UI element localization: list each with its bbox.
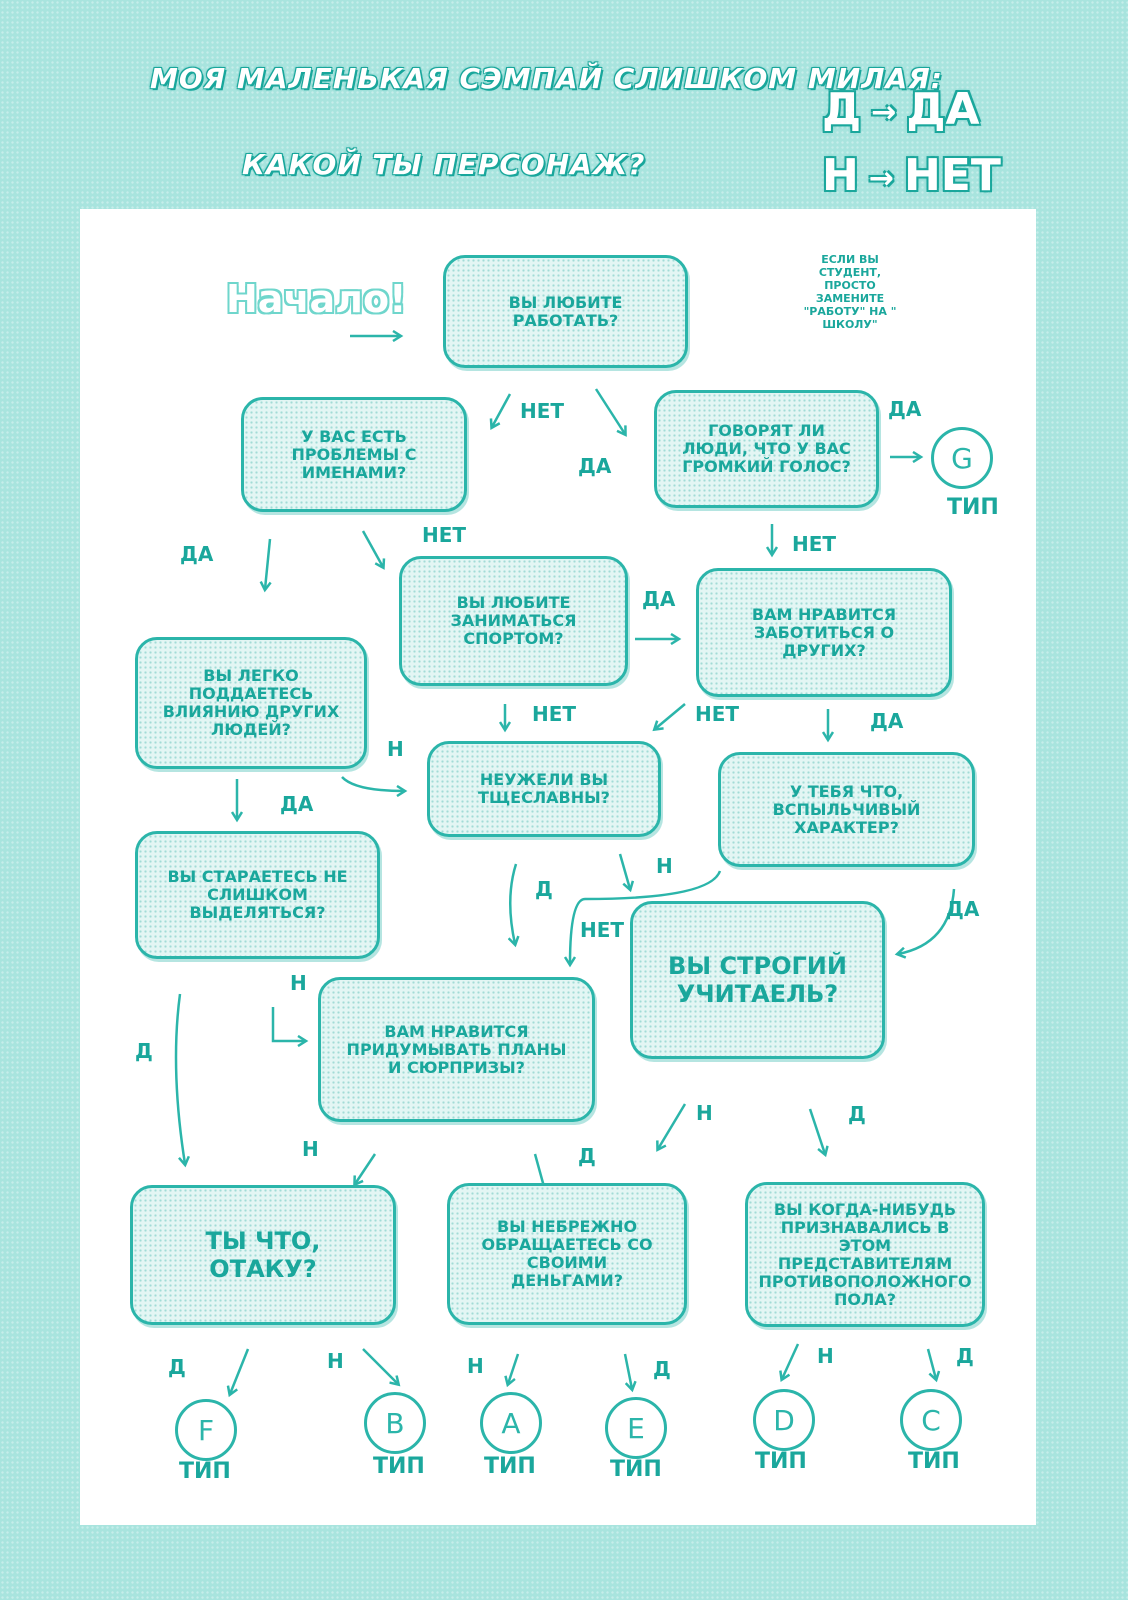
edge-label-vain-yes: Д (535, 877, 553, 901)
result-g: G (931, 427, 993, 489)
arrow-names-no (363, 531, 383, 567)
arrow-teacher-yes (810, 1109, 825, 1154)
arrow-otaku-yes (230, 1349, 248, 1394)
edge-label-teacher-no: Н (696, 1101, 713, 1125)
edge-label-otaku-no: Н (327, 1349, 344, 1373)
edge-label-loud-no: НЕТ (792, 532, 837, 556)
arrow-confess-yes (928, 1349, 936, 1379)
edge-label-sport-yes: ДА (642, 587, 676, 611)
question-work: ВЫ ЛЮБИТЕ РАБОТАТЬ? (443, 255, 688, 368)
result-c-type: ТИП (908, 1449, 960, 1474)
legend-no-key: Н (822, 150, 859, 201)
question-names: У ВАС ЕСТЬ ПРОБЛЕМЫ С ИМЕНАМИ? (241, 397, 467, 512)
result-e-type: ТИП (610, 1457, 662, 1482)
arrow-teacher-no (658, 1104, 685, 1149)
question-loud-voice: ГОВОРЯТ ЛИ ЛЮДИ, ЧТО У ВАС ГРОМКИЙ ГОЛОС? (654, 390, 879, 508)
arrow-vain-yes (510, 864, 516, 944)
question-otaku: ТЫ ЧТО, ОТАКУ? (130, 1185, 396, 1325)
arrow-work-yes (596, 389, 625, 434)
edge-label-influence-no: Н (387, 737, 404, 761)
legend-yes (822, 84, 980, 135)
arrow-vain-no (620, 854, 630, 889)
result-b: B (364, 1392, 426, 1454)
result-e: E (605, 1397, 667, 1459)
question-confess: ВЫ КОГДА-НИБУДЬ ПРИЗНАВАЛИСЬ В ЭТОМ ПРЕДСТАВИТЕЛЯМ ПРОТИВОПОЛОЖНОГО ПОЛА? (745, 1182, 985, 1327)
legend-no-value: НЕТ (903, 150, 1001, 201)
edge-label-temper-no: НЕТ (580, 918, 625, 942)
edge-label-teacher-yes: Д (848, 1102, 866, 1126)
flowchart-panel (80, 209, 1036, 1525)
question-care: ВАМ НРАВИТСЯ ЗАБОТИТЬСЯ О ДРУГИХ? (696, 568, 952, 697)
student-note: ЕСЛИ ВЫ СТУДЕНТ, ПРОСТО ЗАМЕНИТЕ "РАБОТУ" НА " ШКОЛУ" (803, 253, 897, 331)
edge-label-loud-yes: ДА (888, 397, 922, 421)
arrow-names-yes (265, 539, 270, 589)
question-stand-out: ВЫ СТАРАЕТЕСЬ НЕ СЛИШКОМ ВЫДЕЛЯТЬСЯ? (135, 831, 380, 959)
edge-label-work-yes: ДА (578, 454, 612, 478)
edge-label-care-yes: ДА (870, 709, 904, 733)
result-a-type: ТИП (484, 1454, 536, 1479)
result-b-type: ТИП (373, 1454, 425, 1479)
arrow-standout-no (273, 1007, 305, 1041)
result-f: F (175, 1399, 237, 1461)
arrow-plans-no (355, 1154, 375, 1184)
arrow-money-yes (625, 1354, 632, 1389)
arrow-money-no (508, 1354, 518, 1384)
arrow-influence-no (342, 777, 404, 791)
arrow-right-icon: → (871, 94, 897, 130)
result-a: A (480, 1392, 542, 1454)
question-temper: У ТЕБЯ ЧТО, ВСПЫЛЬЧИВЫЙ ХАРАКТЕР? (718, 752, 975, 867)
result-c: C (900, 1389, 962, 1451)
edge-label-stand-out-yes: Д (135, 1039, 153, 1063)
edge-label-sport-no: НЕТ (532, 702, 577, 726)
edge-label-confess-yes: Д (956, 1344, 974, 1368)
edge-label-names-yes: ДА (180, 542, 214, 566)
edge-label-otaku-yes: Д (168, 1355, 186, 1379)
result-d-type: ТИП (755, 1449, 807, 1474)
arrow-otaku-no (363, 1349, 398, 1384)
legend-no (822, 150, 1001, 201)
legend-yes-key: Д (822, 84, 862, 135)
edge-label-money-no: Н (467, 1354, 484, 1378)
question-influence: ВЫ ЛЕГКО ПОДДАЕТЕСЬ ВЛИЯНИЮ ДРУГИХ ЛЮДЕЙ? (135, 637, 367, 769)
edge-label-plans-no: Н (302, 1137, 319, 1161)
question-sport: ВЫ ЛЮБИТЕ ЗАНИМАТЬСЯ СПОРТОМ? (399, 556, 628, 686)
title-line-2: КАКОЙ ТЫ ПЕРСОНАЖ? (242, 148, 646, 181)
title-line-1: МОЯ МАЛЕНЬКАЯ СЭМПАЙ СЛИШКОМ МИЛАЯ: (150, 62, 943, 95)
result-g-type: ТИП (947, 495, 999, 520)
arrow-care-no (655, 704, 685, 729)
edge-label-stand-out-no: Н (290, 971, 307, 995)
edge-label-influence-yes: ДА (280, 792, 314, 816)
arrow-right-icon: → (868, 160, 894, 196)
question-vain: НЕУЖЕЛИ ВЫ ТЩЕСЛАВНЫ? (427, 741, 661, 837)
question-plans: ВАМ НРАВИТСЯ ПРИДУМЫВАТЬ ПЛАНЫ И СЮРПРИЗЫ? (318, 977, 595, 1122)
result-f-type: ТИП (179, 1459, 231, 1484)
arrow-standout-yes (176, 994, 185, 1164)
arrow-work-no (492, 394, 510, 427)
edge-label-money-yes: Д (653, 1357, 671, 1381)
edge-label-names-no: НЕТ (422, 523, 467, 547)
result-d: D (753, 1389, 815, 1451)
edge-label-plans-yes: Д (578, 1144, 596, 1168)
question-money: ВЫ НЕБРЕЖНО ОБРАЩАЕТЕСЬ СО СВОИМИ ДЕНЬГАМИ? (447, 1183, 687, 1325)
edge-label-confess-no: Н (817, 1344, 834, 1368)
legend-yes-value: ДА (906, 84, 980, 135)
edge-label-care-no: НЕТ (695, 702, 740, 726)
start-label: Начало! (226, 277, 407, 321)
edge-label-temper-yes: ДА (946, 897, 980, 921)
question-strict-teacher: ВЫ СТРОГИЙ УЧИТАЕЛЬ? (630, 901, 885, 1059)
edge-label-work-no: НЕТ (520, 399, 565, 423)
edge-label-vain-no: Н (656, 854, 673, 878)
arrow-confess-no (782, 1344, 798, 1379)
